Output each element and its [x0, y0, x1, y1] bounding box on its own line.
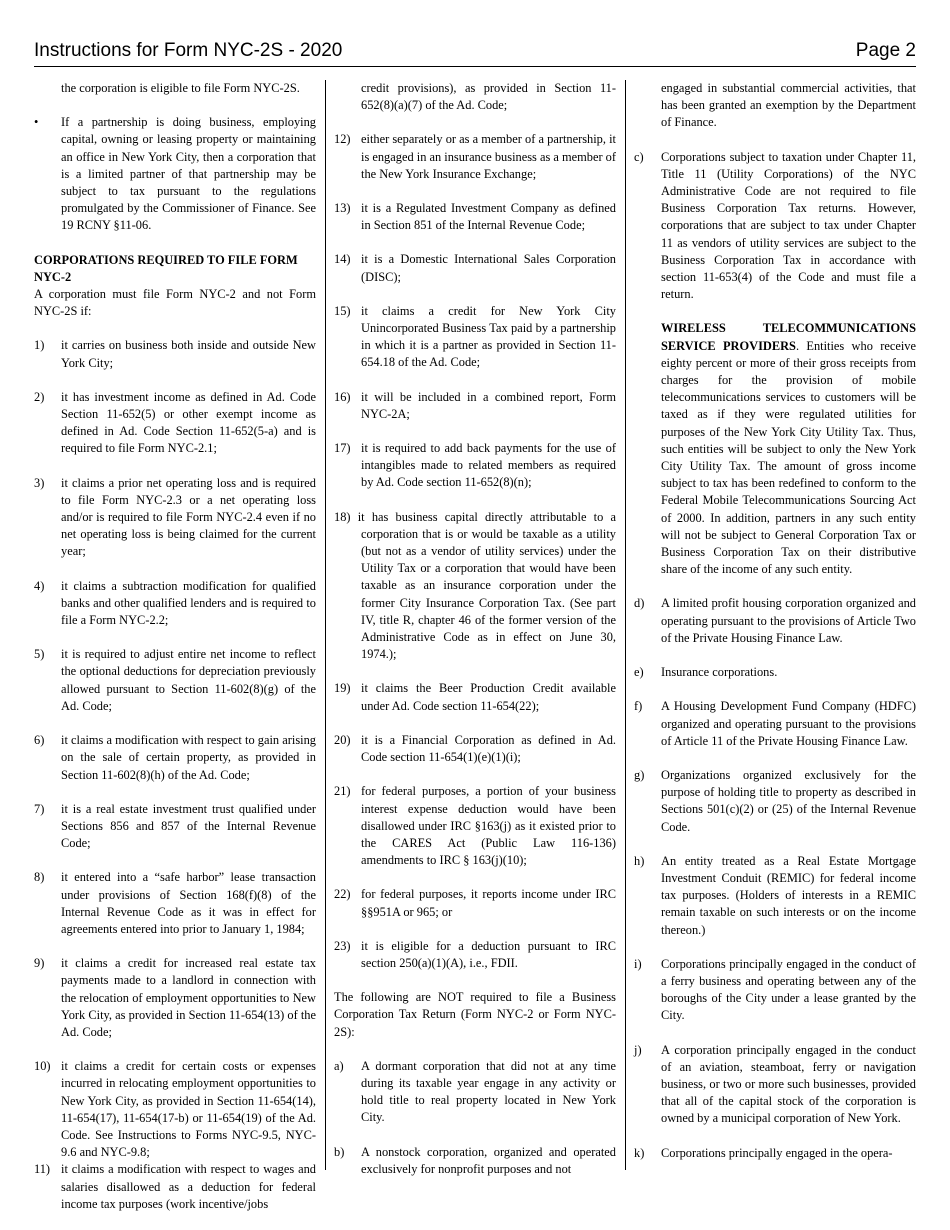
item-marker: k): [634, 1145, 645, 1160]
list-item: [334, 200, 616, 234]
item-text: Corporations subject to taxation under Chapter 11, Title 11 (Utility Corporations) of the NYC Administrative Code are not required to file Business Corporation Tax returns. However, corporations that are subject to tax under Chapter 11 as vendors of utility services are subject to the Business Corporation Tax in accordance with section 11-653(4) of the Code and must file a return.: [661, 149, 916, 302]
item-text: A corporation principally engaged in the conduct of an aviation, steamboat, ferry or navigation business, or two or more such businesses, provided that all of the capital stock of the corporation is owned by a municipal corporation of New York.: [661, 1042, 916, 1126]
list-item: [34, 389, 316, 458]
item-text: it entered into a “safe harbor” lease transaction under provisions of Section 168(f)(8) of the Internal Revenue Code as it was in effect for agreements entered into prior to January 1, 1984;: [61, 870, 316, 936]
continued-text: credit provisions), as provided in Section 11-652(8)(a)(7) of the Ad. Code;: [361, 81, 616, 113]
item-marker: i): [634, 956, 642, 971]
item-marker: 4): [34, 578, 45, 593]
list-item: [634, 956, 916, 1025]
list-item: [334, 131, 616, 183]
item-text: Organizations organized exclusively for the purpose of holding title to property as described in Sections 501(c)(2) or (25) of the Internal Revenue Code.: [661, 767, 916, 834]
item-text: it is a Regulated Investment Company as defined in Section 851 of the Internal Revenue Code;: [361, 201, 616, 233]
item-text: A limited profit housing corporation organized and operating pursuant to the provisions of Article Two of the Private Housing Finance Law.: [661, 596, 916, 645]
list-item: [34, 646, 316, 715]
item-text: it is required to add back payments for the use of intangibles made to related members as required by Ad. Code section 11-652(8)(n);: [361, 441, 616, 490]
item-text: it is a Financial Corporation as defined in Ad. Code section 11-654(1)(e)(1)(i);: [361, 732, 616, 765]
item-marker: 16): [334, 389, 351, 404]
bullet-marker: •: [34, 115, 39, 130]
item-text: An entity treated as a Real Estate Mortgage Investment Conduit (REMIC) for federal income tax purposes. (Holders of interests in a REMIC remain taxable on such interests or on the income thereon.): [661, 853, 916, 937]
item-marker: h): [634, 853, 645, 868]
list-item: [334, 389, 616, 423]
item-marker: b): [334, 1144, 345, 1159]
item-marker: 5): [34, 647, 45, 662]
section-heading: CORPORATIONS REQUIRED TO FILE FORM NYC-2: [34, 252, 298, 284]
item-text: it claims a credit for New York City Unincorporated Business Tax paid by a partnership in which it is a partner as provided in Section 11-654.18 of the Ad. Code;: [361, 303, 616, 370]
column-divider: [325, 80, 326, 1170]
list-item: [634, 853, 916, 939]
item-text: Corporations principally engaged in the opera-: [661, 1145, 893, 1160]
item-text: it claims a subtraction modification for qualified banks and other qualified lenders and is required to file a Form NYC-2.2;: [61, 578, 316, 628]
document-title: Instructions for Form NYC-2S - 2020: [34, 40, 343, 61]
list-item: [634, 1145, 916, 1162]
item-marker: 19): [334, 681, 351, 696]
item-text: it will be included in a combined report, Form NYC-2A;: [361, 389, 616, 421]
item-marker: 6): [34, 733, 45, 748]
item-text: for federal purposes, it reports income under IRC §§951A or 965; or: [361, 887, 616, 919]
item-marker: 21): [334, 784, 351, 799]
list-item: [634, 664, 916, 681]
list-item: [34, 955, 316, 1041]
item-marker: g): [634, 767, 645, 782]
list-item: [34, 1058, 316, 1161]
not-required-intro: The following are NOT required to file a Business Corporation Tax Return (Form NYC-2 or Form NYC-2S):: [334, 990, 616, 1039]
item-marker: d): [634, 596, 645, 611]
item-text: it is a Domestic International Sales Corporation (DISC);: [361, 252, 616, 284]
list-item: [34, 869, 316, 938]
item-text: it is eligible for a deduction pursuant to IRC section 250(a)(1)(A), i.e., FDII.: [361, 938, 616, 970]
list-item: [334, 732, 616, 766]
continued-text: engaged in substantial commercial activities, that has been granted an exemption by the Department of Finance.: [661, 81, 916, 130]
list-item: [334, 783, 616, 869]
item-marker: a): [334, 1058, 344, 1073]
list-item: [334, 680, 616, 714]
column-1: [34, 80, 316, 1211]
item-marker: 13): [334, 201, 351, 216]
item-marker: 22): [334, 887, 351, 902]
item-text: it is a real estate investment trust qualified under Sections 856 and 857 of the Internal Revenue Code;: [61, 801, 316, 851]
wireless-paragraph: [634, 320, 916, 578]
bullet-item: [34, 114, 316, 234]
item-text: A nonstock corporation, organized and operated exclusively for nonprofit purposes and not: [361, 1144, 616, 1176]
item-text: it claims a modification with respect to gain arising on the sale of certain property, as provided in Section 11-602(8)(h) of the Ad. Code;: [61, 733, 316, 782]
item-text: A dormant corporation that did not at any time during its taxable year engage in any activity or hold title to real property located in New York City.: [361, 1058, 616, 1125]
column-2: [334, 80, 616, 1176]
item-marker: 20): [334, 732, 351, 747]
item-marker: f): [634, 699, 643, 714]
list-item: [334, 303, 616, 372]
partnership-text: If a partnership is doing business, employing capital, owning or leasing property or maintaining an office in New York City, then a corporation that is a limited partner of that partnership may be subject to tax pursuant to the regulations promulgated by the Commissioner of Finance. See 19 RCNY §11-06.: [61, 115, 316, 233]
item-text: it is required to adjust entire net income to reflect the optional deductions for depreciation previously allowed pursuant to Section 11-602(8)(g) of the Ad. Code;: [61, 647, 316, 713]
item-marker: 23): [334, 938, 351, 953]
list-item: [634, 767, 916, 836]
item-text: either separately or as a member of a partnership, it is engaged in an insurance business as a member of the New York Insurance Exchange;: [361, 132, 616, 181]
item-text: it claims a credit for increased real estate tax payments made to a landlord in connection with the relocation of employment opportunities to New York City, as provided in Section 11-654(13) of the Ad. Code;: [61, 956, 316, 1039]
column-3: [634, 80, 916, 1170]
item-text: Insurance corporations.: [661, 665, 778, 680]
item-marker: 10): [34, 1059, 51, 1074]
item-text: it claims the Beer Production Credit available under Ad. Code section 11-654(22);: [361, 681, 616, 713]
column-divider: [625, 80, 626, 1170]
list-item: [334, 1058, 616, 1127]
item-marker: 3): [34, 475, 45, 490]
item-marker: 17): [334, 441, 351, 456]
item-marker: j): [634, 1042, 642, 1057]
list-item: [634, 698, 916, 750]
item-text: Corporations principally engaged in the conduct of a ferry business and operating between any of the boroughs of the City under a lease granted by the City.: [661, 956, 916, 1023]
list-item: [334, 886, 616, 920]
list-item: [334, 1144, 616, 1178]
list-item: [634, 149, 916, 304]
list-item: [334, 251, 616, 285]
list-item-18: 18) it has business capital directly attributable to a corporation that is or would be taxable as a utility (but not as a vendor of utility services) under the Utility Tax or a corporation that would have been taxable as an insurance corporation under the former City Insurance Corporation Tax. (See part IV, title R, chapter 46 of the former version of the Administrative Code as in effect on June 30, 1974.);: [334, 509, 616, 662]
item-text: for federal purposes, a portion of your business interest expense deduction would have been disallowed under IRC §163(j) as it existed prior to the CARES Act (Public Law 116-136) amendments to IRC § 163(j)(10);: [361, 784, 616, 868]
list-item: [34, 1161, 316, 1213]
list-item: [34, 337, 316, 371]
list-item: [634, 595, 916, 647]
item-marker: 2): [34, 389, 45, 404]
item-marker: e): [634, 665, 644, 680]
list-item: [34, 801, 316, 853]
item-marker: 12): [334, 132, 351, 147]
item-text: A Housing Development Fund Company (HDFC) organized and operating pursuant to the provisions of Article 11 of the Private Housing Finance Law.: [661, 699, 916, 748]
item-marker: 11): [34, 1162, 51, 1177]
list-item: [634, 1042, 916, 1128]
item-marker: 14): [334, 252, 351, 267]
section-intro: A corporation must file Form NYC-2 and not Form NYC-2S if:: [34, 287, 316, 319]
item-marker: 1): [34, 338, 45, 353]
item-text: it claims a prior net operating loss and is required to file Form NYC-2.3 or a net operating loss and/or is required to file Form NYC-2.4 even if no net operating loss is being claimed for the current year;: [61, 475, 316, 559]
list-item: [34, 475, 316, 561]
continued-text: the corporation is eligible to file Form NYC-2S.: [61, 81, 300, 95]
page-header: [34, 38, 916, 67]
page-number: Page 2: [855, 40, 916, 61]
list-item: [334, 440, 616, 492]
item-marker: 15): [334, 303, 351, 318]
wireless-heading: WIRELESS TELECOMMUNICATIONS SERVICE PROVIDERS: [661, 321, 916, 353]
item-marker: 9): [34, 956, 45, 971]
item-marker: 8): [34, 870, 45, 885]
item-text: it carries on business both inside and outside New York City;: [61, 338, 316, 370]
list-item: [34, 732, 316, 784]
list-item: [334, 938, 616, 972]
item-text: it has investment income as defined in Ad. Code Section 11-652(5) or other exempt income as defined in Ad. Code Section 11-652(5-a) and is required to file Form NYC-2.1;: [61, 389, 316, 456]
item-marker: c): [634, 149, 644, 164]
item-text: it claims a modification with respect to wages and salaries disallowed as a deduction for federal income tax purposes (work incentive/jobs: [61, 1162, 316, 1211]
item-text: it claims a credit for certain costs or expenses incurred in relocating employment opportunities to New York City, as provided in Section 11-654(14), 11-654(17), 11-654(17-b) or 11-654(19) of the Ad. Code. See Instructions to Forms NYC-9.5, NYC-9.6 and NYC-9.8;: [61, 1059, 316, 1160]
wireless-text: . Entities who receive eighty percent or more of their gross receipts from charges for the provision of mobile telecommunications services to customers will be taxed as if they were regulated utilities for purposes of the New York City Utility Tax. Thus, such entities will be subject to only the New York City Utility Tax. The amount of gross income subject to tax has been redefined to conform to the Federal Mobile Telecommunications Sourcing Act of 2000. In addition, partners in any such entity will not be subject to General Corporation Tax or Business Corporation Tax on their distributive share of the income of any such entity.: [661, 338, 916, 577]
item-marker: 7): [34, 801, 45, 816]
list-item: [34, 578, 316, 630]
